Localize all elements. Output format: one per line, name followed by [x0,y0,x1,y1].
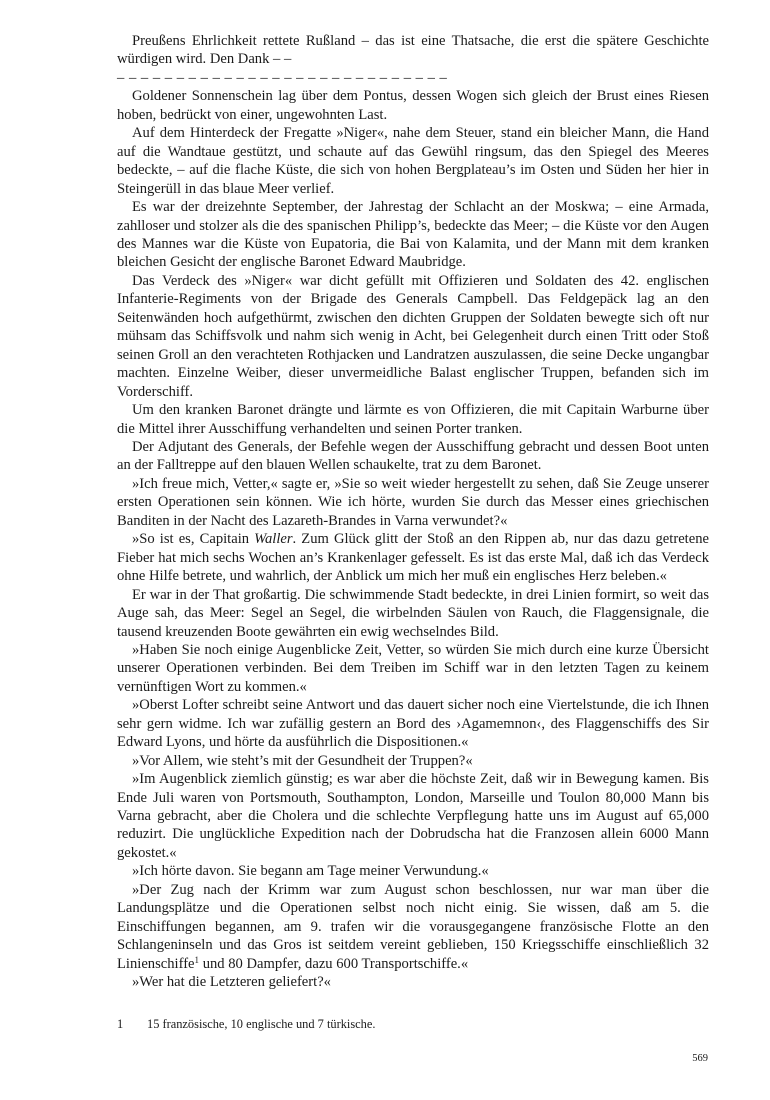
paragraph: »Haben Sie noch einige Augenblicke Zeit, Vetter, so würden Sie mich durch eine kurze Übersicht unserer Operationen verbinden. Bei dem Treiben im Schiff war in den letzten Tagen zu keinem vernünftigen Wort zu kommen.« [117,641,709,695]
footnote-reference[interactable]: 1 [194,954,200,965]
paragraph: Preußens Ehrlichkeit rettete Rußland – das ist eine Thatsache, die erst die spätere Geschichte würdigen wird. Den Dank – – [117,33,709,68]
paragraph-text: »Der Zug nach der Krimm war zum August schon beschlossen, nur war man über die Landungsplätze und die Operationen selbst noch nicht einig. Sie wissen, daß am 5. die Einschiffungen begannen, am 9. trafen wir die vorausgegangene französische Flotte an den Schlangeninseln und das Gros ist seitdem vereint geblieben, 150 Kriegsschiffe einschließlich 32 Linienschiffe [117,881,709,972]
paragraph: »Im Augenblick ziemlich günstig; es war aber die höchste Zeit, daß wir in Bewegung kamen. Bis Ende Juli waren von Portsmouth, Southampton, London, Marseille und Toulon 80,000 Mann bis Varna gebracht, aber die Cholera und die schlechte Verpflegung hatte uns im August auf 65,000 reduzirt. Die unglückliche Expedition nach der Dobrudscha hat die Franzosen allein 6000 Mann gekostet.« [117,771,709,861]
footnote-number: 1 [117,1017,124,1031]
footnote-text: 15 französische, 10 englische und 7 türkische. [147,1017,376,1031]
paragraph: »Ich freue mich, Vetter,« sagte er, »Sie so weit wieder hergestellt zu sehen, daß Sie Zeuge unserer ersten Operationen sein können. Wie ich hörte, wurden Sie durch das Messer eines griechischen Banditen in der Nacht des Lazareth-Brandes in Varna verwundet?« [117,475,709,529]
paragraph: Um den kranken Baronet drängte und lärmte es von Offizieren, die mit Capitain Warburne über die Mittel ihrer Ausschiffung verhandelten und seinen Porter tranken. [117,402,709,437]
italic-name: Waller [254,531,293,548]
footnote [117,1016,709,1032]
paragraph [117,881,709,973]
paragraph: »Oberst Lofter schreibt seine Antwort und das dauert sicher noch eine Viertelstunde, die ich Ihnen sehr gern widme. Ich war zufällig gestern an Bord des ›Agamemnon‹, des Flaggenschiffs des Sir Edward Lyons, und hörte da ausführlich die Dispositionen.« [117,697,709,751]
paragraph-text: . Zum Glück glitt der Stoß an den Rippen ab, nur das dazu getretene Fieber hat mich sechs Wochen an’s Krankenlager gefesselt. Es ist das erste Mal, daß ich das Verdeck ohne Hilfe betrete, und wahrlich, der Anblick um mich her muß ein englisches Herz beleben.« [117,531,709,585]
page-number: 569 [692,1053,708,1064]
paragraph-text: »So ist es, Capitain [132,531,255,548]
paragraph: Auf dem Hinterdeck der Fregatte »Niger«, nahe dem Steuer, stand ein bleicher Mann, die Hand auf die Wandtaue gestützt, und schaute auf das Gewühl ringsum, das den Spiegel des Meeres bedeckte, – auf die flache Küste, die sich von hohen Bergplateau’s im Osten und Süden her hier in Steingerüll in das blaue Meer verlief. [117,125,709,197]
paragraph: Er war in der That großartig. Die schwimmende Stadt bedeckte, in drei Linien formirt, so weit das Auge sah, das Meer: Segel an Segel, die wirbelnden Säulen von Rauch, die Flaggensignale, die tausend kreuzenden Boote gewährten ein ewig wechselndes Bild. [117,586,709,640]
paragraph-text: und 80 Dampfer, dazu 600 Transportschiffe.« [199,955,469,972]
paragraph [117,530,709,585]
paragraph: »Vor Allem, wie steht’s mit der Gesundheit der Truppen?« [132,752,473,769]
paragraph: Der Adjutant des Generals, der Befehle wegen der Ausschiffung gebracht und dessen Boot unten an der Falltreppe auf den blauen Wellen schaukelte, trat zu dem Baronet. [117,438,709,474]
dash-separator-line: – – – – – – – – – – – – – – – – – – – – – – – – – – – – [117,69,448,86]
paragraph: »Wer hat die Letzteren geliefert?« [132,974,331,991]
body-text [117,32,709,992]
paragraph: Es war der dreizehnte September, der Jahrestag der Schlacht an der Moskwa; – eine Armada, zahlloser und stolzer als die des spanischen Philipp’s, bedeckte das Meer; – die Küste vor den Augen des Mannes war die Küste von Eupatoria, die Bai von Kalamita, und der Mann mit dem kranken bleichen Gesicht der englische Baronet Edward Maubridge. [117,199,709,271]
paragraph: »Ich hörte davon. Sie begann am Tage meiner Verwundung.« [132,863,489,880]
paragraph: Das Verdeck des »Niger« war dicht gefüllt mit Offizieren und Soldaten des 42. englischen Infanterie-Regiments von der Brigade des Generals Campbell. Das Feldgepäck lag an den Seitenwänden hoch aufgethürmt, zwischen den dichten Gruppen der Soldaten bewegte sich oft nur mühsam das Schiffsvolk und nahm sich wenig in Acht, bei Gelegenheit durch einen Tritt oder Stoß seinen Groll an den verachteten Rothjacken und Landratzen auszulassen, die seine Decke ungangbar machten. Einzelne Weiber, dieser unvermeidliche Balast englischer Truppen, befanden sich im Vorderschiff. [117,272,709,400]
paragraph: Goldener Sonnenschein lag über dem Pontus, dessen Wogen sich gleich der Brust eines Riesen hoben, bedrückt von einer, ungewohnten Last. [117,88,709,123]
